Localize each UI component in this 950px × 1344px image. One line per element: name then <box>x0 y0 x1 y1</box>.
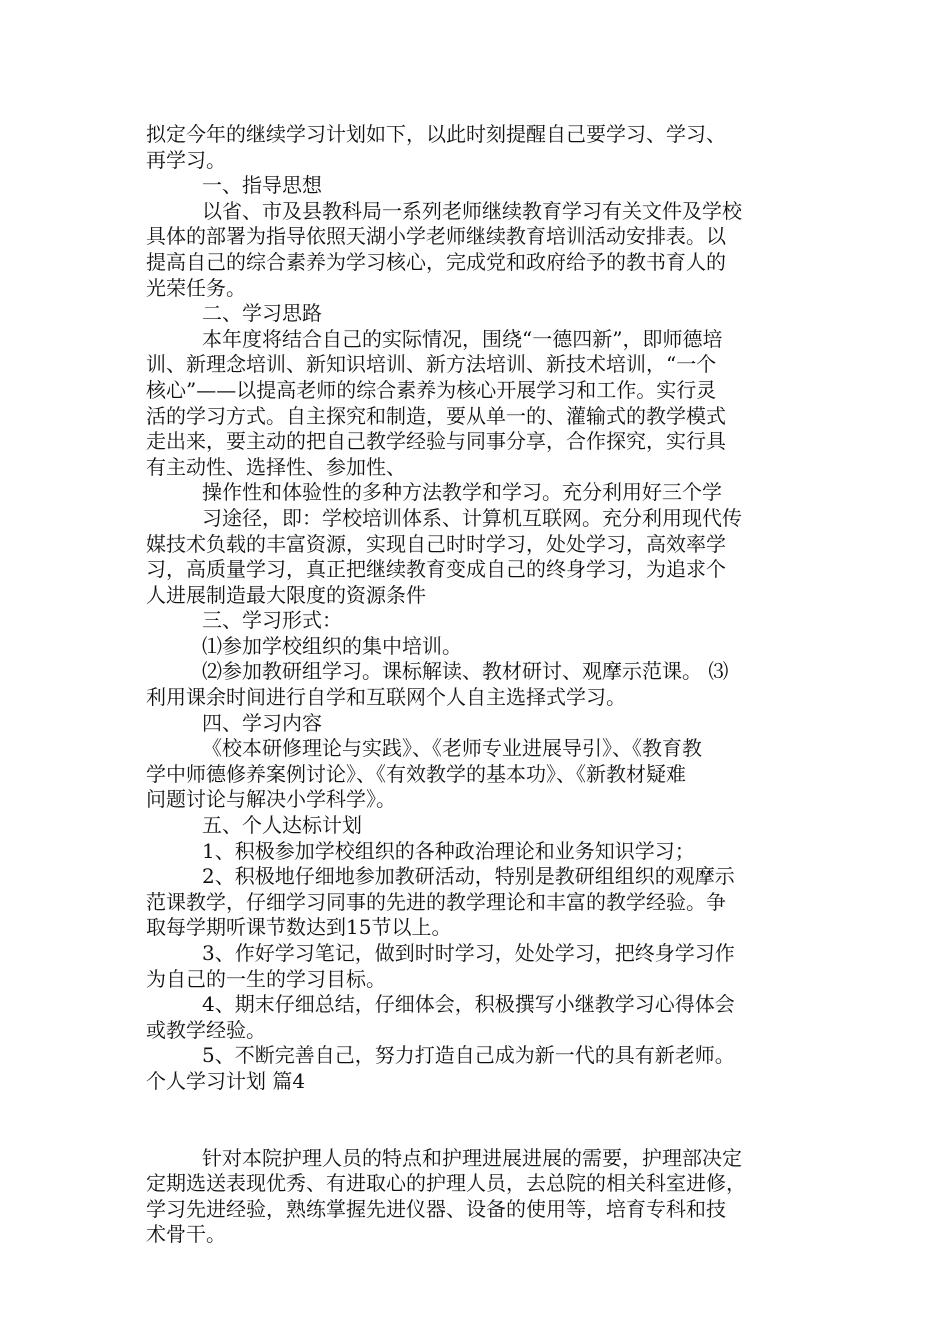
text-line: 3、作好学习笔记，做到时时学习，处处学习，把终身学习作 <box>202 941 735 965</box>
text-line: 取每学期听课节数达到15节以上。 <box>146 915 452 940</box>
text-line: 拟定今年的继续学习计划如下，以此时刻提醒自己要学习、学习、 <box>146 122 726 146</box>
text-line: 范课教学，仔细学习同事的先进的教学理论和丰富的教学经验。争 <box>146 889 726 914</box>
text-line: 2、积极地仔细地参加教研活动，特别是教研组组织的观摩示 <box>202 864 735 889</box>
text-line: ⑵参加教研组学习。课标解读、教材研讨、观摩示范课。 ⑶ <box>202 659 729 684</box>
text-line: 一、指导思想 <box>202 173 322 198</box>
text-line: 4、期末仔细总结，仔细体会，积极撰写小继教学习心得体会 <box>202 992 735 1017</box>
text-line: 操作性和体验性的多种方法教学和学习。充分利用好三个学 <box>202 480 722 505</box>
text-line: 习途径，即：学校培训体系、计算机互联网。充分利用现代传 <box>202 505 742 530</box>
text-line: 定期选送表现优秀、有进取心的护理人员，去总院的相关科室进修， <box>146 1171 746 1196</box>
text-line: 人进展制造最大限度的资源条件 <box>146 582 426 607</box>
text-line: 5、不断完善自己，努力打造自己成为新一代的具有新老师。 <box>202 1043 735 1068</box>
text-line: 三、学习形式： <box>202 608 342 633</box>
text-line: 媒技术负载的丰富资源，实现自己时时学习，处处学习，高效率学 <box>146 531 726 556</box>
text-line: 针对本院护理人员的特点和护理进展进展的需要，护理部决定 <box>202 1145 742 1170</box>
section-gap <box>146 1095 816 1146</box>
text-line: 本年度将结合自己的实际情况，围绕“一德四新”，即师德培 <box>202 326 723 351</box>
text-line: ⑴参加学校组织的集中培训。 <box>202 633 462 658</box>
text-line: 走出来，要主动的把自己教学经验与同事分享，合作探究，实行具 <box>146 429 726 454</box>
text-line: 活的学习方式。自主探究和制造，要从单一的、灌输式的教学模式 <box>146 403 726 428</box>
text-line: 提高自己的综合素养为学习核心，完成党和政府给予的教书育人的 <box>146 249 726 274</box>
text-line: 《校本研修理论与实践》、《老师专业进展导引》、《教育教 <box>202 736 702 761</box>
text-line: 利用课余时间进行自学和互联网个人自主选择式学习。 <box>146 685 626 710</box>
text-line: 学中师德修养案例讨论》、《有效教学的基本功》、《新教材疑难 <box>146 761 686 786</box>
text-line: 有主动性、选择性、参加性、 <box>146 454 406 479</box>
text-line: 学习先进经验，熟练掌握先进仪器、设备的使用等，培育专科和技 <box>146 1196 726 1221</box>
text-line: 四、学习内容 <box>202 710 322 735</box>
document-body <box>146 122 816 1248</box>
text-line: 或教学经验。 <box>146 1017 266 1042</box>
text-line: 1、积极参加学校组织的各种政治理论和业务知识学习； <box>202 838 695 863</box>
text-line: 以省、市及县教科局一系列老师继续教育学习有关文件及学校 <box>202 198 742 223</box>
text-line: 具体的部署为指导依照天湖小学老师继续教育培训活动安排表。以 <box>146 224 726 249</box>
text-line: 术骨干。 <box>146 1222 226 1247</box>
text-line: 问题讨论与解决小学科学》。 <box>146 787 396 812</box>
text-line: 二、学习思路 <box>202 301 322 326</box>
text-line: 再学习。 <box>146 147 226 172</box>
text-line: 个人学习计划 篇4 <box>146 1068 306 1093</box>
text-line: 光荣任务。 <box>146 275 246 300</box>
text-line: 训、新理念培训、新知识培训、新方法培训、新技术培训，“一个 <box>146 352 717 377</box>
text-line: 习，高质量学习，真正把继续教育变成自己的终身学习，为追求个 <box>146 557 726 582</box>
text-line: 为自己的一生的学习目标。 <box>146 966 386 991</box>
text-line: 核心”——以提高老师的综合素养为核心开展学习和工作。实行灵 <box>146 377 717 402</box>
text-line: 五、个人达标计划 <box>202 813 362 838</box>
